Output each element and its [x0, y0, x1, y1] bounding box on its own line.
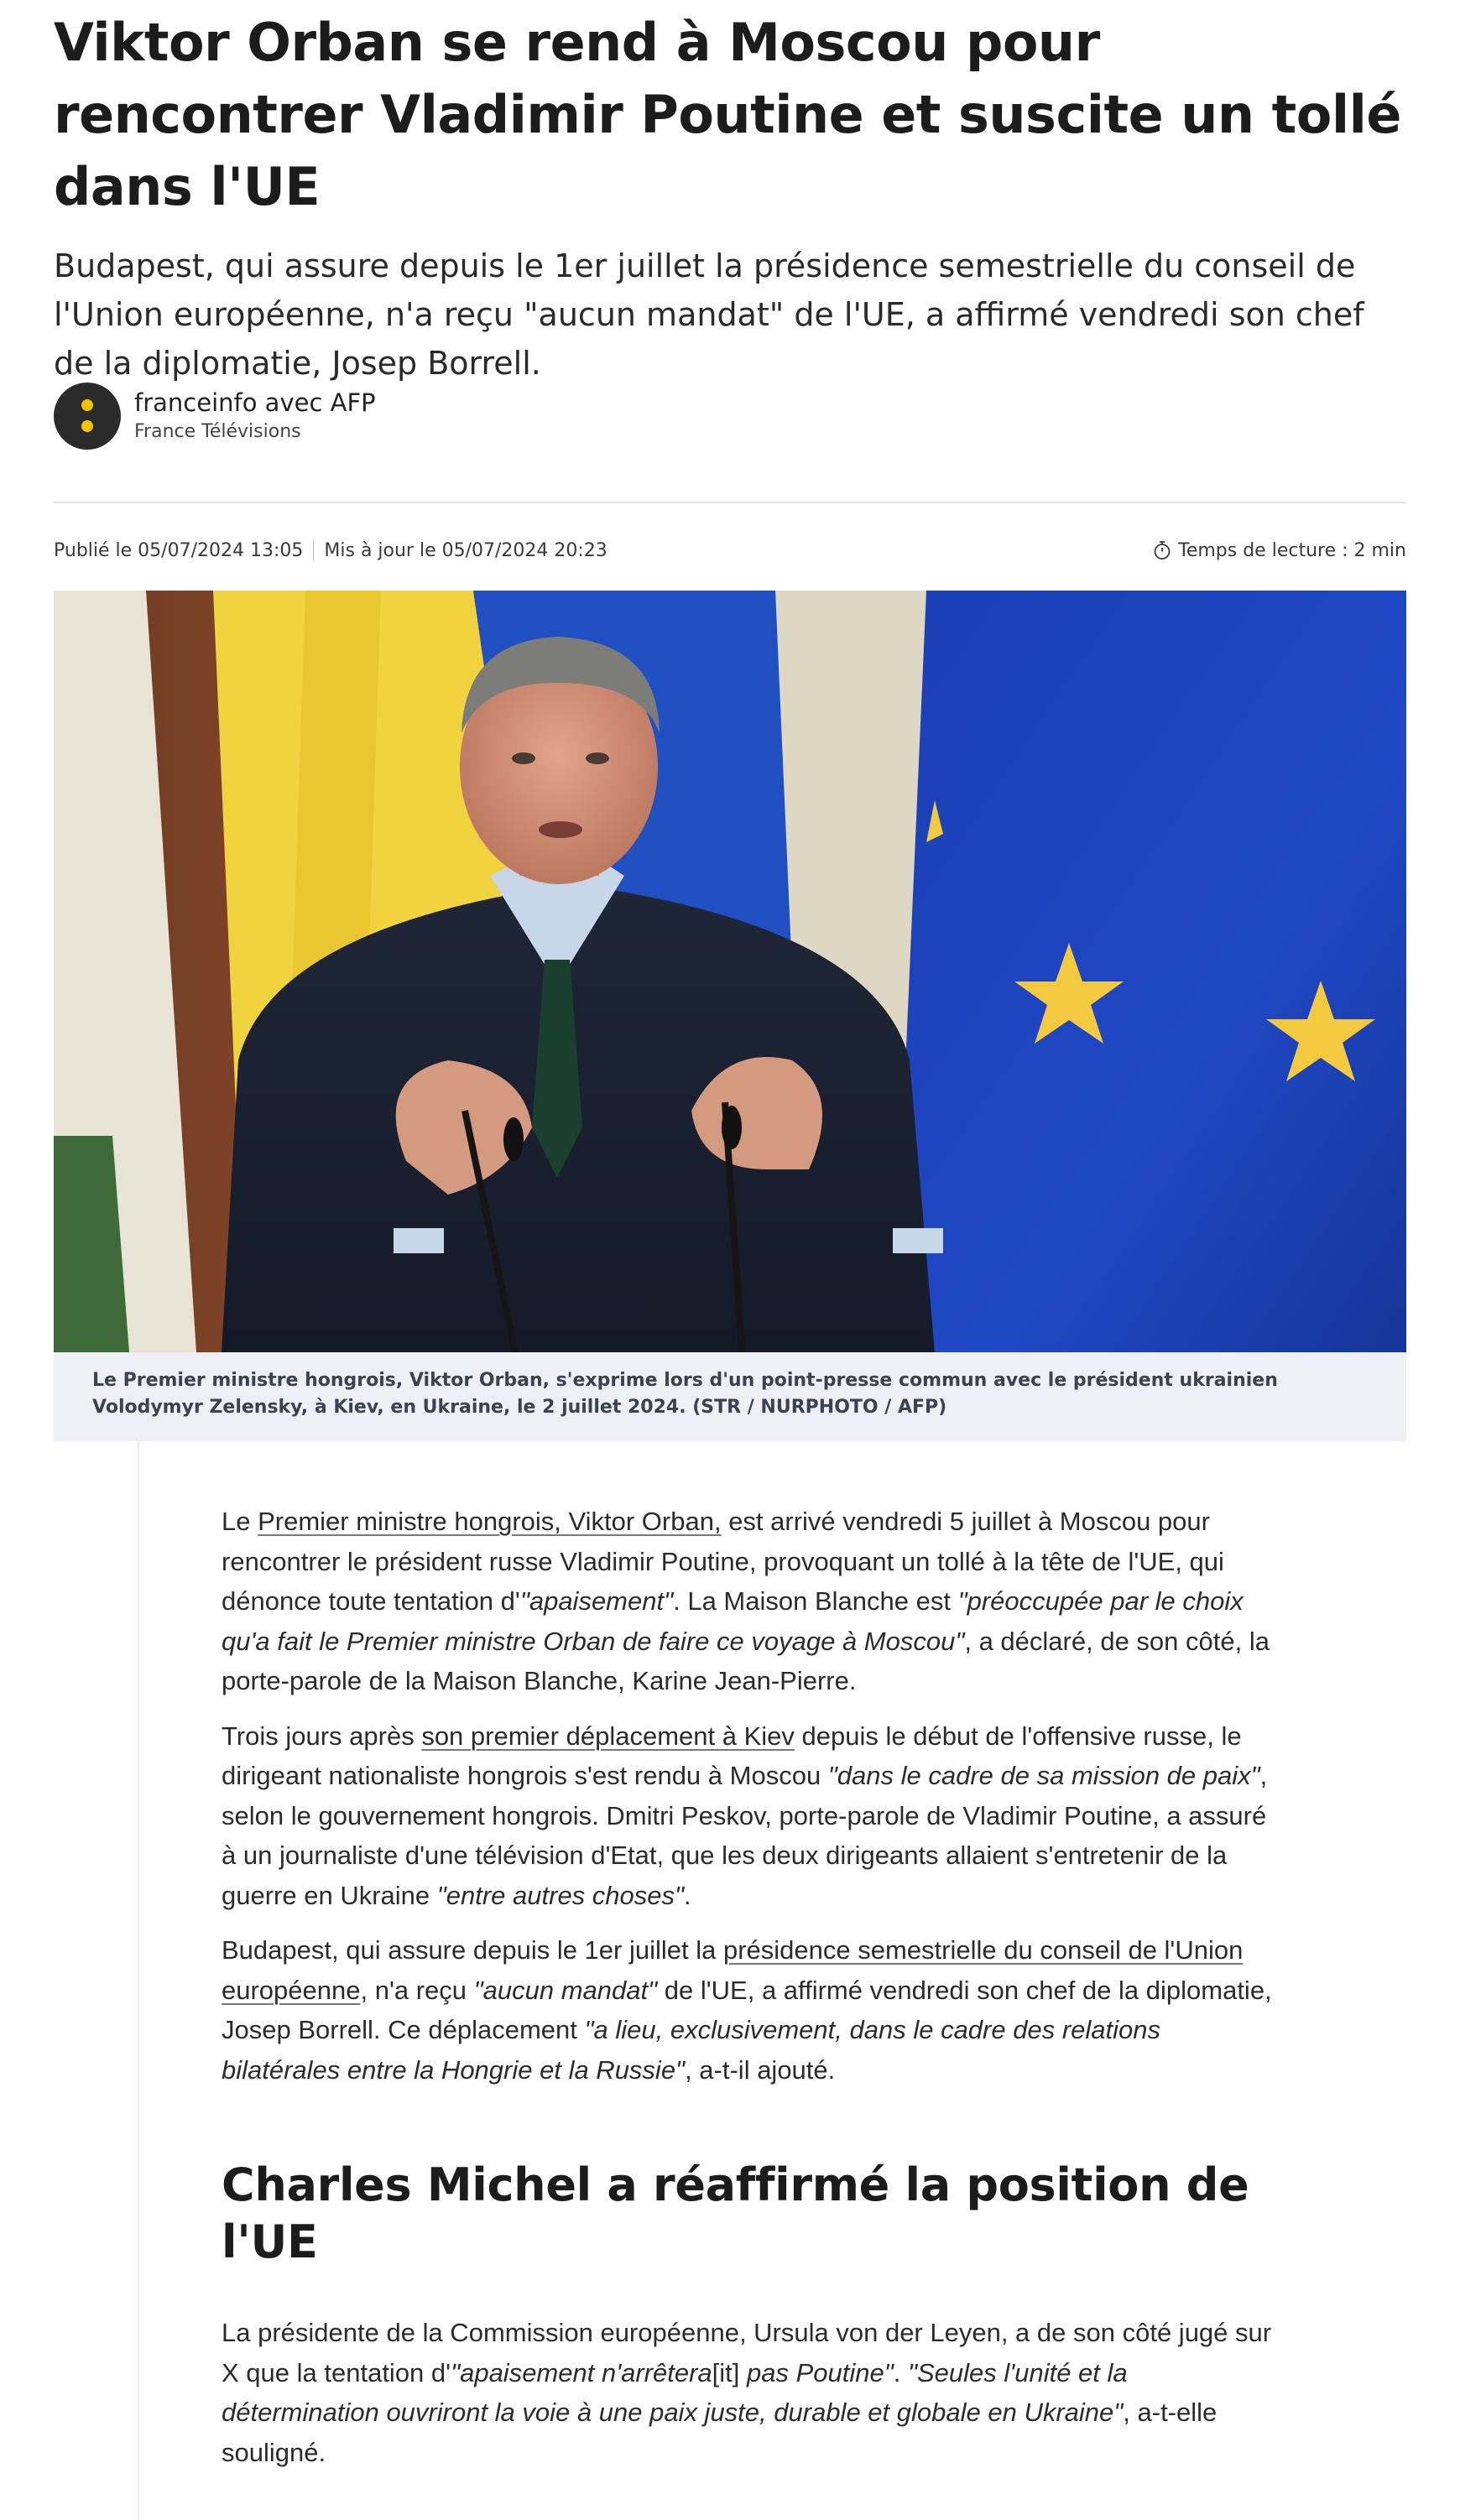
author-block[interactable]	[54, 383, 376, 450]
link-premier-ministre[interactable]: Premier ministre hongrois, Viktor Orban,	[258, 1507, 722, 1536]
paragraph-2: Trois jours après son premier déplacement à Kiev depuis le début de l'offensive russe, le dirigeant nationaliste hongrois s'est rendu à Moscou "dans le cadre de sa mission de paix", selon le gouvernement hongrois. Dmitri Peskov, porte-parole de Vladimir Poutine, a assuré à un journaliste d'une télévision d'Etat, que les deux dirigeants allaient s'entretenir de la guerre en Ukraine "entre autres choses".	[222, 1721, 1268, 1910]
paragraph-1: Le Premier ministre hongrois, Viktor Orban, est arrivé vendredi 5 juillet à Moscou pour rencontrer le président russe Vladimir Poutine, provoquant un tollé à la tête de l'UE, qui dénonce toute tentation d'"apaisement". La Maison Blanche est "préoccupée par le choix qu'a fait le Premier ministre Orban de faire ce voyage à Moscou", a déclaré, de son côté, la porte-parole de la Maison Blanche, Karine Jean-Pierre.	[222, 1507, 1270, 1695]
paragraph-4: La présidente de la Commission européenne, Ursula von der Leyen, a de son côté jugé sur X que la tentation d'"apaisement n'arrêtera[it] pas Poutine". "Seules l'unité et la détermination ouvriront la voie à une paix juste, durable et globale en Ukraine", a-t-elle souligné.	[222, 2318, 1272, 2467]
hero-image[interactable]	[54, 591, 1406, 1352]
image-caption: Le Premier ministre hongrois, Viktor Orban, s'exprime lors d'un point-presse commun avec le président ukrainien Volodymyr Zelensky, à Kiev, en Ukraine, le 2 juillet 2024. (STR / NURPHOTO / AFP)	[54, 1352, 1406, 1441]
franceinfo-logo-icon	[54, 383, 121, 450]
updated-date: Mis à jour le 05/07/2024 20:23	[324, 539, 607, 561]
article-chapo: Budapest, qui assure depuis le 1er juillet la présidence semestrielle du conseil de l'Union européenne, n'a reçu "aucun mandat" de l'UE, a affirmé vendredi son chef de la diplomatie, Josep Borrell.	[54, 247, 1364, 382]
article-body	[222, 1502, 1279, 2487]
hero-photo	[54, 591, 1406, 1352]
article-headline: Viktor Orban se rend à Moscou pour rencontrer Vladimir Poutine et suscite un tollé dans l'UE	[54, 12, 1401, 217]
author-name[interactable]: franceinfo avec AFP	[134, 388, 376, 417]
author-org: France Télévisions	[134, 421, 301, 442]
article	[54, 0, 1406, 2467]
paragraph-3: Budapest, qui assure depuis le 1er juillet la présidence semestrielle du conseil de l'Union européenne, n'a reçu "aucun mandat" de l'UE, a affirmé vendredi son chef de la diplomatie, Josep Borrell. Ce déplacement "a lieu, exclusivement, dans le cadre des relations bilatérales entre la Hongrie et la Russie", a-t-il ajouté.	[222, 1935, 1272, 2085]
meta-separator	[313, 539, 314, 561]
stopwatch-icon	[1153, 540, 1171, 560]
divider	[54, 502, 1406, 503]
section-heading: Charles Michel a réaffirmé la position de l'UE	[222, 2158, 1249, 2268]
reading-time	[1153, 540, 1406, 561]
link-presidence-conseil[interactable]: présidence semestrielle du conseil de l'Union européenne	[222, 1935, 1244, 2005]
published-date: Publié le 05/07/2024 13:05	[54, 539, 304, 561]
link-deplacement-kiev[interactable]: son premier déplacement à Kiev	[421, 1721, 795, 1751]
content-side-rule	[138, 1441, 139, 2520]
article-meta	[54, 537, 1406, 564]
reading-time-label: Temps de lecture : 2 min	[1178, 539, 1406, 561]
